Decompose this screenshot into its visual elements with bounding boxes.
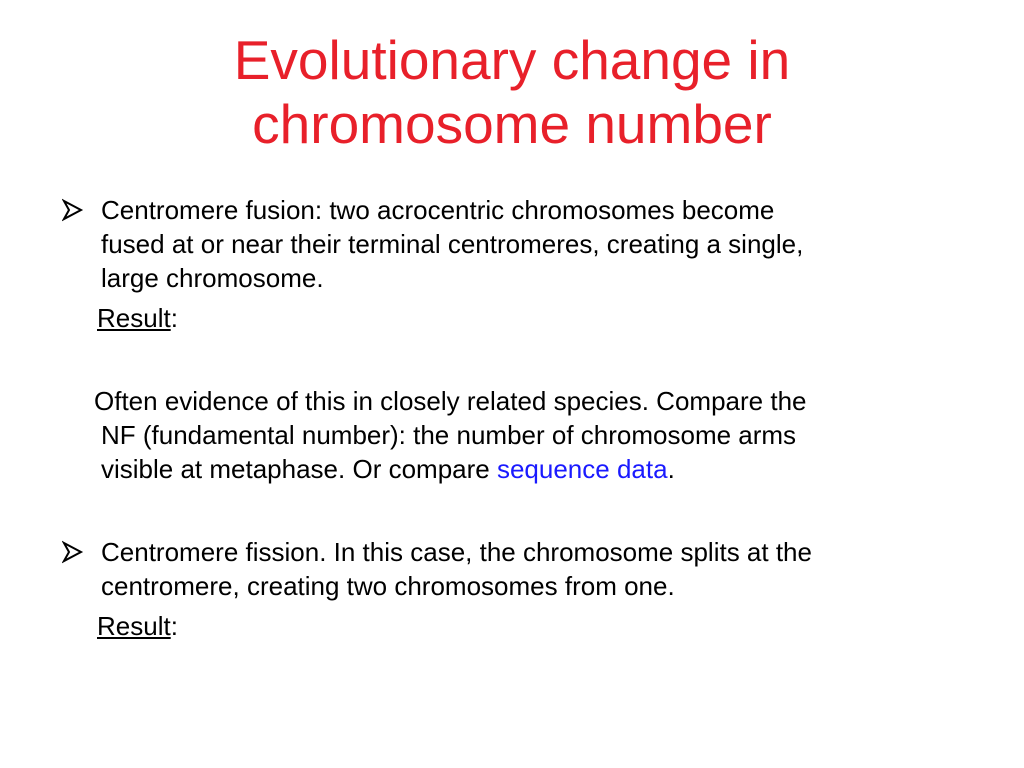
title-line-1: Evolutionary change in	[233, 29, 791, 91]
bullet2-line-2: centromere, creating two chromosomes from one.	[101, 571, 675, 601]
result-label-2	[97, 609, 178, 643]
result2-colon: :	[170, 611, 178, 641]
bullet-item-centromere-fission	[101, 535, 981, 603]
bullet1-line-2: fused at or near their terminal centromeres, creating a single,	[101, 229, 804, 259]
result-label-1	[97, 301, 178, 335]
paragraph-line-3: visible at metaphase. Or compare	[101, 454, 497, 484]
title-line-2: chromosome number	[252, 93, 772, 155]
result2-word: Result	[97, 611, 171, 641]
result1-word: Result	[97, 303, 171, 333]
bullet2-line-1: Centromere fission. In this case, the chromosome splits at the	[101, 537, 812, 567]
result1-colon: :	[170, 303, 178, 333]
bullet1-line-1: Centromere fusion: two acrocentric chromosomes become	[101, 195, 775, 225]
arrowhead-bullet-icon	[62, 539, 84, 565]
paragraph-line-2: NF (fundamental number): the number of chromosome arms	[101, 420, 797, 450]
arrowhead-bullet-icon	[62, 197, 84, 223]
sequence-data-link[interactable]: sequence data	[496, 454, 668, 484]
evidence-paragraph	[94, 384, 981, 486]
paragraph-period: .	[667, 454, 675, 484]
bullet-item-centromere-fusion	[101, 193, 981, 295]
bullet1-line-3: large chromosome.	[101, 263, 324, 293]
paragraph-line-1: Often evidence of this in closely related species. Compare the	[94, 386, 807, 416]
slide-title	[0, 28, 1024, 156]
